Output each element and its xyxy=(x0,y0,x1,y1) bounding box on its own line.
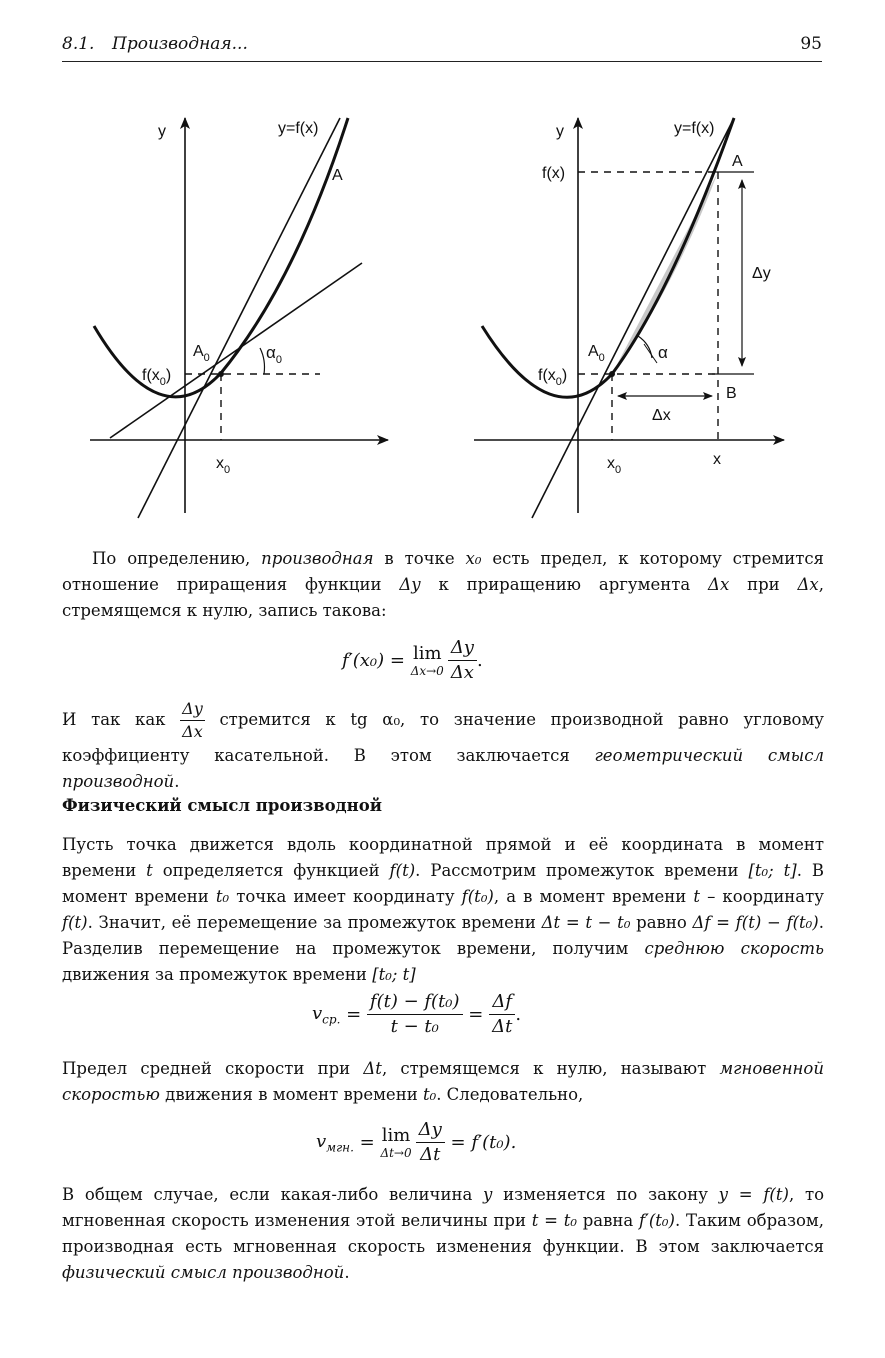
formula-instant-speed xyxy=(316,1118,516,1167)
figure-right xyxy=(472,108,792,520)
figure-right-svg xyxy=(472,108,792,520)
point-a0-label: $A_0$ xyxy=(588,343,605,364)
p2-text-2: стремится к tg α₀, то значение производной равно угловому коэффициенту касательной. В этом заключается xyxy=(62,710,824,765)
formula2-end: . xyxy=(515,1004,522,1025)
term-geometric-meaning: геометрический смысл производной xyxy=(62,746,824,791)
p3-text-5: точка имеет координату xyxy=(229,887,462,906)
math-t0-2: t₀ xyxy=(422,1085,437,1104)
formula2-eq2: = xyxy=(462,1004,490,1025)
p3-text-9: равно xyxy=(630,913,693,932)
header-page-number: 95 xyxy=(800,34,822,54)
p3-text-6: , а в момент времени xyxy=(493,887,694,906)
p3-text-1: Пусть точка движется вдоль координатной прямой и её координата в момент времени xyxy=(62,835,824,880)
p4-text-2: , стремящемся к нулю, называют xyxy=(381,1059,720,1078)
x0-label: $x_0$ xyxy=(607,455,622,476)
math-fprime: f′(t₀) xyxy=(639,1211,675,1230)
math-ft0: f(t₀) xyxy=(461,887,494,906)
point-a0-dot xyxy=(218,371,224,377)
formula3-lhs: $v_{мгн.}$ xyxy=(316,1130,354,1155)
figure-left-svg xyxy=(80,108,400,520)
lim-word: lim xyxy=(412,642,442,664)
denominator: Δx xyxy=(450,662,474,683)
math-df-equation: Δf = f(t) − f(t₀) xyxy=(692,913,819,932)
limit xyxy=(411,644,444,678)
term-derivative: производная xyxy=(261,549,374,568)
function-curve xyxy=(482,118,734,397)
paragraph-physical-meaning xyxy=(62,1182,824,1286)
lim-word-2: lim xyxy=(381,1124,411,1146)
p5-text-3: , то мгновенная скорость изменения этой величины при xyxy=(62,1185,825,1230)
formula1-end: . xyxy=(476,650,483,671)
p1-text-1: По определению, xyxy=(92,549,262,568)
inline-denominator: Δx xyxy=(182,722,203,741)
header-section-number: 8.1. xyxy=(62,34,95,54)
formula-average-speed xyxy=(312,990,521,1039)
figure-left xyxy=(80,108,400,520)
p1-text-2: в точке xyxy=(373,549,466,568)
lim-subscript: Δx→0 xyxy=(410,663,444,678)
p1-text-3: есть предел, к которому стремится отношение приращения функции xyxy=(62,549,824,594)
angle-alpha-label: α xyxy=(658,343,668,362)
dx-label: Δx xyxy=(652,407,671,424)
p3-text-10: . Разделив перемещение на промежуток времени, получим xyxy=(62,913,824,958)
math-dt: Δt xyxy=(363,1059,382,1078)
point-b-label: B xyxy=(726,385,737,402)
y-axis-label: y xyxy=(158,123,166,140)
p4-text-3: движения в момент времени xyxy=(159,1085,423,1104)
math-y: y xyxy=(483,1185,493,1204)
p3-text-2: определяется функцией xyxy=(152,861,390,880)
p2-text-1: И так как xyxy=(62,710,181,729)
fraction-df-dt xyxy=(489,990,515,1039)
p1-text-4: к приращению аргумента xyxy=(420,575,709,594)
header-rule xyxy=(62,61,822,62)
inline-fraction-dy-dx xyxy=(180,698,205,743)
y-axis-label: y xyxy=(556,123,564,140)
section-heading: Физический смысл производной xyxy=(62,796,382,815)
fraction-displacement xyxy=(367,990,463,1039)
math-law: y = f(t) xyxy=(718,1185,789,1204)
point-a0-label: $A_0$ xyxy=(193,343,210,364)
inline-numerator: Δy xyxy=(180,698,205,721)
fx0-label: $f(x_0)$ xyxy=(142,367,172,388)
header-title: Производная... xyxy=(112,34,248,54)
math-t: t xyxy=(146,861,153,880)
p1-text-5: при xyxy=(729,575,798,594)
p1-text-6: , стремящемся к нулю, запись такова: xyxy=(62,575,824,620)
math-ft-2: f(t) xyxy=(62,913,88,932)
term-average-speed: среднюю скорость xyxy=(644,939,824,958)
math-t0: t₀ xyxy=(215,887,230,906)
numerator-3: Δy xyxy=(416,1118,445,1143)
math-interval: [t₀; t] xyxy=(748,861,797,880)
fx0-label: $f(x_0)$ xyxy=(538,367,568,388)
p3-text-4: . В момент времени xyxy=(62,861,824,906)
p3-text-11: движения за промежуток времени xyxy=(62,965,373,984)
paragraph-motion xyxy=(62,832,824,988)
lim-subscript-2: Δt→0 xyxy=(380,1145,412,1160)
denominator-2: Δt xyxy=(492,1016,513,1037)
p5-text-1: В общем случае, если какая-либо величина xyxy=(62,1185,484,1204)
denominator-3: Δt xyxy=(420,1144,441,1165)
p3-text-3: . Рассмотрим промежуток времени xyxy=(415,861,749,880)
math-ft: f(t) xyxy=(389,861,416,880)
numerator-2: Δf xyxy=(489,990,515,1015)
math-condition: t = t₀ xyxy=(531,1211,577,1230)
math-t-2: t xyxy=(693,887,700,906)
formula2-lhs: $v_{ср.}$ xyxy=(312,1002,341,1027)
dy-label: Δy xyxy=(752,265,771,282)
denominator-1: t − t₀ xyxy=(390,1016,439,1037)
p2-end: . xyxy=(174,772,180,791)
p5-end: . xyxy=(344,1263,350,1282)
formula2-eq1: = xyxy=(340,1004,367,1025)
math-dy: Δy xyxy=(399,575,421,594)
formula-derivative-limit xyxy=(342,636,483,685)
math-dt-equation: Δt = t − t₀ xyxy=(541,913,631,932)
p5-text-2: изменяется по закону xyxy=(492,1185,719,1204)
point-a-label: A xyxy=(732,153,743,170)
p4-text-4: . Следовательно, xyxy=(436,1085,584,1104)
p3-text-8: . Значит, её перемещение за промежуток времени xyxy=(87,913,542,932)
point-a0-dot xyxy=(609,371,615,377)
running-header xyxy=(62,34,822,60)
fraction-dy-dx xyxy=(448,636,477,685)
math-dx-2: Δx xyxy=(797,575,819,594)
math-dx: Δx xyxy=(708,575,730,594)
paragraph-instant-speed xyxy=(62,1056,824,1108)
x-label: x xyxy=(713,451,721,468)
p3-text-7: – координату xyxy=(700,887,824,906)
math-interval-2: [t₀; t] xyxy=(372,965,416,984)
angle-arc xyxy=(260,348,265,374)
math-x0: x₀ xyxy=(465,549,482,568)
x0-label: $x_0$ xyxy=(216,455,231,476)
paragraph-definition xyxy=(62,546,824,624)
angle-alpha0-label: $\alpha_0$ xyxy=(266,343,282,366)
curve-label: y=f(x) xyxy=(674,120,715,137)
numerator: Δy xyxy=(448,636,477,661)
point-a-label: A xyxy=(332,167,343,184)
fx-label: f(x) xyxy=(542,165,566,182)
paragraph-geometric-meaning xyxy=(62,698,824,795)
p4-text-1: Предел средней скорости при xyxy=(62,1059,364,1078)
angle-arc xyxy=(638,336,652,358)
angle-pointer xyxy=(644,344,657,363)
formula3-rhs: = f′(t₀). xyxy=(444,1132,517,1153)
p5-text-4: равна xyxy=(576,1211,639,1230)
curve-label: y=f(x) xyxy=(278,120,319,137)
secant-line xyxy=(138,118,340,518)
tangent-line xyxy=(110,263,362,438)
formula1-lhs: f′(x₀) = xyxy=(342,650,411,671)
formula3-eq1: = xyxy=(353,1132,381,1153)
term-physical-meaning: физический смысл производной xyxy=(62,1263,345,1282)
fraction-dy-dt xyxy=(416,1118,445,1167)
p5-text-5: . Таким образом, производная есть мгновенная скорость изменения функции. В этом заключается xyxy=(62,1211,824,1256)
numerator-1: f(t) − f(t₀) xyxy=(367,990,463,1015)
limit-2 xyxy=(380,1126,411,1160)
term-instant-speed: мгновенной скоростью xyxy=(62,1059,824,1104)
